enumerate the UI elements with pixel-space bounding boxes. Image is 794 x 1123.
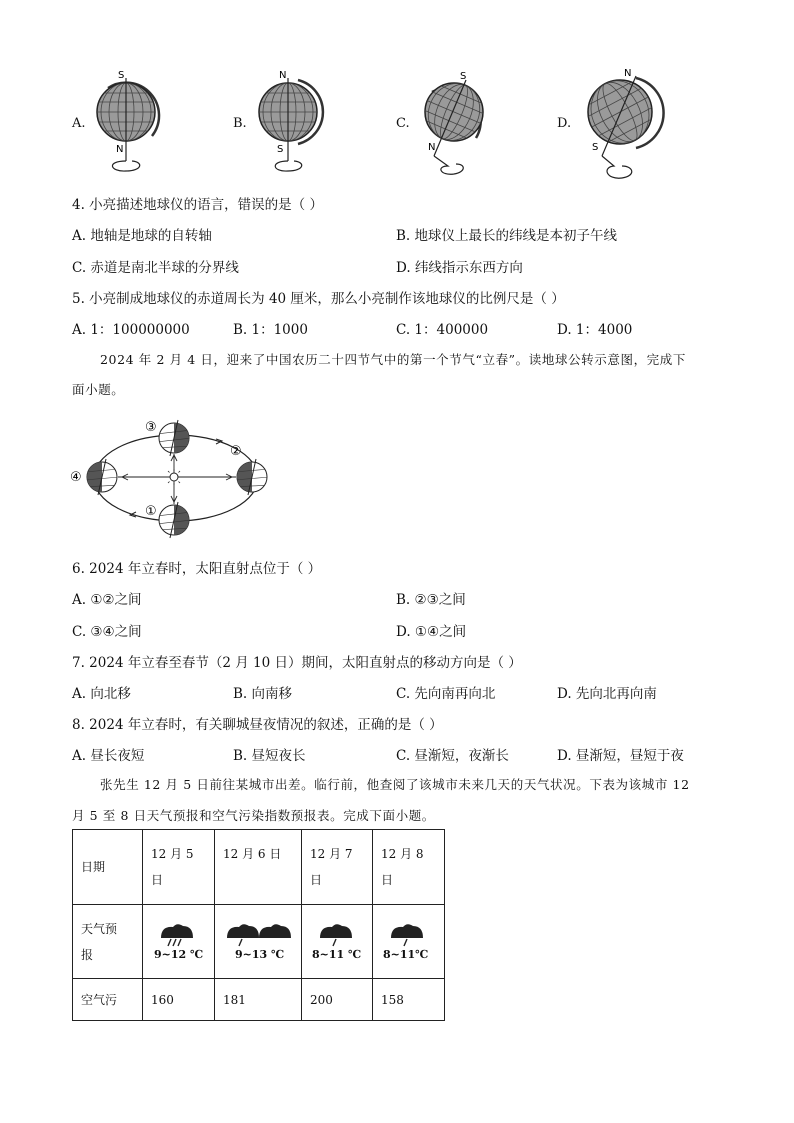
light-rain-icon	[387, 922, 427, 948]
q5-option-c[interactable]: C. 1：400000	[396, 322, 489, 338]
row-label-forecast: 天气预 报	[73, 905, 143, 979]
globe-a-bottom-pole: N	[116, 144, 124, 155]
globe-c-top-pole: S	[460, 71, 467, 82]
intro-paragraph-2-line-1: 张先生 12 月 5 日前往某城市出差。临行前，他查阅了该城市未来几天的天气状况。下表为该城市 12	[100, 777, 690, 792]
q6-option-a[interactable]: A. ①②之间	[72, 592, 142, 608]
q8-option-a[interactable]: A. 昼长夜短	[72, 748, 145, 764]
earth-position-2	[234, 459, 270, 495]
air-cell-4: 158	[373, 979, 445, 1021]
globe-b-icon	[248, 66, 328, 178]
row-label-air: 空气污	[73, 979, 143, 1021]
orbit-label-2: ②	[230, 444, 242, 459]
globe-a-top-pole: S	[118, 70, 125, 81]
forecast-cell-3	[302, 905, 373, 979]
temp-4: 8~11℃	[383, 948, 429, 961]
q8-option-d[interactable]: D. 昼渐短，昼短于夜	[557, 748, 684, 764]
q7-option-b[interactable]: B. 向南移	[233, 686, 293, 702]
option-c-label: C.	[396, 116, 410, 131]
q5-option-d[interactable]: D. 1：4000	[557, 322, 633, 338]
earth-position-3	[156, 420, 192, 456]
orbit-label-3: ③	[145, 420, 157, 435]
heavy-rain-icon	[157, 922, 197, 948]
air-cell-3: 200	[302, 979, 373, 1021]
earth-position-1	[156, 502, 192, 538]
globe-b-top-pole: N	[279, 70, 287, 81]
table-row-air	[73, 979, 445, 1021]
q4-option-b[interactable]: B. 地球仪上最长的纬线是本初子午线	[396, 228, 618, 244]
q4-option-a[interactable]: A. 地轴是地球的自转轴	[72, 228, 212, 244]
q8-stem: 8. 2024 年立春时，有关聊城昼夜情况的叙述，正确的是（ ）	[72, 717, 443, 733]
date-cell-4: 12 月 8 日	[373, 830, 445, 905]
table-row-date	[73, 830, 445, 905]
globe-c-icon	[414, 66, 494, 178]
q5-option-a[interactable]: A. 1：100000000	[72, 322, 190, 338]
globe-c-bottom-pole: N	[428, 142, 436, 153]
q7-option-c[interactable]: C. 先向南再向北	[396, 686, 496, 702]
date-cell-1: 12 月 5 日	[143, 830, 215, 905]
option-a-label: A.	[72, 116, 86, 131]
q4-option-c[interactable]: C. 赤道是南北半球的分界线	[72, 260, 239, 276]
globe-d-top-pole: N	[624, 68, 632, 79]
globe-d-bottom-pole: S	[592, 142, 599, 153]
temp-2: 9~13 ℃	[235, 948, 285, 961]
orbit-label-1: ①	[145, 504, 157, 519]
q7-option-a[interactable]: A. 向北移	[72, 686, 131, 702]
orbit-label-4: ④	[70, 470, 82, 485]
temp-1: 9~12 ℃	[154, 948, 204, 961]
intro-paragraph-2-line-2: 月 5 至 8 日天气预报和空气污染指数预报表。完成下面小题。	[72, 808, 435, 823]
table-row-forecast	[73, 905, 445, 979]
q5-stem: 5. 小亮制成地球仪的赤道周长为 40 厘米，那么小亮制作该地球仪的比例尺是（ ）	[72, 291, 565, 307]
option-d-label: D.	[557, 116, 572, 131]
earth-orbit-diagram	[66, 412, 276, 542]
q6-stem: 6. 2024 年立春时，太阳直射点位于（ ）	[72, 561, 322, 577]
globe-b-bottom-pole: S	[277, 144, 284, 155]
globe-d-icon	[578, 66, 668, 186]
air-cell-2: 181	[215, 979, 302, 1021]
q5-option-b[interactable]: B. 1：1000	[233, 322, 308, 338]
q4-stem: 4. 小亮描述地球仪的语言，错误的是（ ）	[72, 197, 323, 213]
intro-paragraph-1-line-1: 2024 年 2 月 4 日，迎来了中国农历二十四节气中的第一个节气“立春”。读地球公转示意图，完成下	[100, 352, 686, 367]
earth-position-4	[84, 459, 120, 495]
forecast-cell-2	[215, 905, 302, 979]
q6-option-b[interactable]: B. ②③之间	[396, 592, 466, 608]
q4-option-d[interactable]: D. 纬线指示东西方向	[396, 260, 523, 276]
light-rain-icon	[316, 922, 356, 948]
date-cell-2: 12 月 6 日	[215, 830, 302, 905]
q7-stem: 7. 2024 年立春至春节（2 月 10 日）期间，太阳直射点的移动方向是（ ）	[72, 655, 522, 671]
option-b-label: B.	[233, 116, 247, 131]
q7-option-d[interactable]: D. 先向北再向南	[557, 686, 657, 702]
row-label-date: 日期	[73, 830, 143, 905]
forecast-cell-1	[143, 905, 215, 979]
q8-option-c[interactable]: C. 昼渐短，夜渐长	[396, 748, 509, 764]
air-cell-1: 160	[143, 979, 215, 1021]
q6-option-d[interactable]: D. ①④之间	[396, 624, 467, 640]
cloud-rain-cloud-icon	[225, 922, 293, 948]
weather-forecast-table	[72, 829, 445, 1021]
temp-3: 8~11 ℃	[312, 948, 362, 961]
date-cell-3: 12 月 7 日	[302, 830, 373, 905]
q8-option-b[interactable]: B. 昼短夜长	[233, 748, 306, 764]
globe-a-icon	[86, 66, 166, 178]
q6-option-c[interactable]: C. ③④之间	[72, 624, 142, 640]
intro-paragraph-1-line-2: 面小题。	[72, 382, 125, 397]
forecast-cell-4	[373, 905, 445, 979]
